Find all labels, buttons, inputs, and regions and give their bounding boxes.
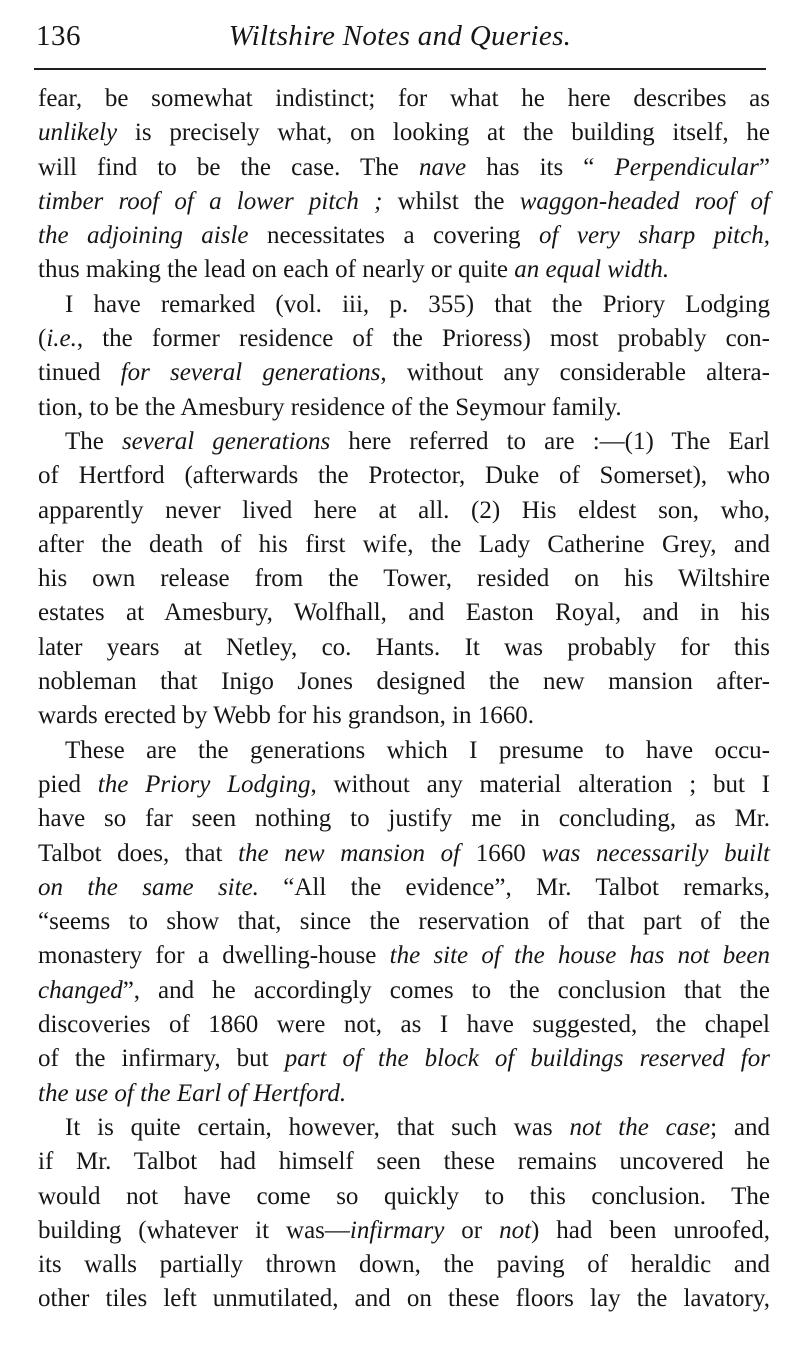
italic-text: the site of the house has not been [389,942,770,970]
italic-text: several generations [121,427,331,455]
text-line [38,665,770,699]
text-line [38,974,770,1008]
text-line [38,596,770,630]
text-run: monastery for a dwelling-house [38,942,390,970]
text-run: ”, and he accordingly comes to the conclusion that the [122,976,770,1004]
text-run: ) had been unroofed, [531,1216,770,1244]
italic-text: Perpendicular [614,153,759,181]
header-rule [34,68,766,70]
italic-text: timber roof of a lower pitch ; [38,187,383,215]
text-line [38,802,770,836]
text-line [38,116,770,150]
text-line [38,528,770,562]
text-line [38,1282,770,1316]
text-line [38,1145,770,1179]
text-run: building (whatever it was— [38,1216,350,1244]
text-run: The [65,427,122,455]
italic-text: the Priory Lodging [97,770,311,798]
text-line [38,871,770,905]
text-line [38,734,770,768]
text-run: “All the evidence”, Mr. Talbot remarks, [258,873,770,901]
text-line [38,356,770,390]
text-line [38,1077,770,1111]
text-run: , without any considerable altera- [380,359,770,387]
text-line [38,1248,770,1282]
text-run: of Hertford (afterwards the Protector, Duke of Somerset), who [38,462,770,490]
text-line [38,425,770,459]
text-run: , without any material alteration ; but I [310,770,770,798]
text-line [38,1042,770,1076]
italic-text: part of the block of buildings reserved for [284,1045,770,1073]
text-run: after the death of his first wife, the Lady Catherine Grey, and [38,530,770,558]
text-run: nobleman that Inigo Jones designed the new mansion after- [38,668,770,696]
text-run: pied [38,770,98,798]
italic-text: of very sharp pitch, [538,222,770,250]
text-run: It is quite certain, however, that such was [65,1113,570,1141]
text-run: fear, be somewhat indistinct; for what he here describes as [38,85,770,112]
text-run: here referred to are :—(1) The Earl [330,427,770,455]
text-line [38,82,770,116]
text-line [38,494,770,528]
text-line [38,631,770,665]
italic-text: waggon-headed roof of [519,187,770,215]
text-run: “seems to show that, since the reservation of that part of the [38,908,770,936]
text-run: would not have come so quickly to this conclusion. The [38,1182,770,1210]
page-number: 136 [36,20,81,52]
italic-text: for several generations [120,359,381,387]
text-run: later years at Netley, co. Hants. It was probably for this [38,633,770,661]
text-line [38,185,770,219]
text-line [38,391,770,425]
text-run: is precisely what, on looking at the building itself, he [117,119,770,147]
text-line [38,905,770,939]
text-line [38,1008,770,1042]
text-run: whilst the [382,187,520,215]
text-run: I have remarked (vol. iii, p. 355) that the Priory Lodging [65,290,770,318]
text-line [38,151,770,185]
page-header [0,14,800,58]
italic-text: not the case [569,1113,711,1141]
text-run: apparently never lived here at all. (2) His eldest son, who, [38,496,770,524]
italic-text: not [499,1216,532,1244]
text-line [38,1111,770,1145]
italic-text: an equal width. [514,256,670,284]
text-run: its walls partially thrown down, the paving of heraldic and [38,1251,770,1279]
text-run: wards erected by Webb for his grandson, in 1660. [38,702,535,730]
text-line [38,768,770,802]
text-run: his own release from the Tower, resided on his Wiltshire [38,565,770,593]
text-line [38,939,770,973]
text-line [38,219,770,253]
italic-text: infirmary [349,1216,445,1244]
text-line [38,837,770,871]
text-run: if Mr. Talbot had himself seen these remains uncovered he [38,1148,770,1176]
text-run: of the infirmary, but [38,1045,285,1073]
text-run: Talbot does, that [38,839,239,867]
italic-text: changed [38,976,123,1004]
text-line [38,699,770,733]
text-run: tion, to be the Amesbury residence of the Seymour family. [38,393,622,421]
text-run: necessitates a covering [248,222,539,250]
text-run: estates at Amesbury, Wolfhall, and Easton Royal, and in his [38,599,770,627]
text-run: ; and [710,1113,770,1141]
text-line [38,288,770,322]
text-run: ” [758,153,770,181]
running-title: Wiltshire Notes and Queries. [228,20,572,52]
italic-text: on the same site. [38,873,259,901]
italic-text: the new mansion of [238,839,461,867]
text-run: discoveries of 1860 were not, as I have suggested, the chapel [38,1011,770,1039]
text-line [38,1180,770,1214]
text-run: other tiles left unmutilated, and on these floors lay the lavatory, [38,1285,770,1313]
text-line [38,253,770,287]
italic-text: i.e. [46,325,77,353]
text-run: thus making the lead on each of nearly or quite [38,256,515,284]
text-line [38,459,770,493]
italic-text: the use of the Earl of Hertford. [38,1079,347,1107]
text-run: tinued [38,359,121,387]
text-run: 1660 [460,839,542,867]
italic-text: nave [418,153,467,181]
text-line [38,322,770,356]
italic-text: was necessarily built [541,839,770,867]
text-run: will find to be the case. The [38,153,419,181]
body-text [38,82,770,1317]
italic-text: the adjoining aisle [38,222,249,250]
text-run: has its “ [466,153,615,181]
text-run: or [444,1216,500,1244]
text-line [38,1214,770,1248]
text-run: , the former residence of the Prioress) most probably con- [76,325,770,353]
text-line [38,562,770,596]
italic-text: unlikely [38,119,118,147]
text-run: These are the generations which I presume to have occu- [65,736,770,764]
text-run: have so far seen nothing to justify me in concluding, as Mr. [38,805,770,833]
text-run: ( [38,325,47,353]
